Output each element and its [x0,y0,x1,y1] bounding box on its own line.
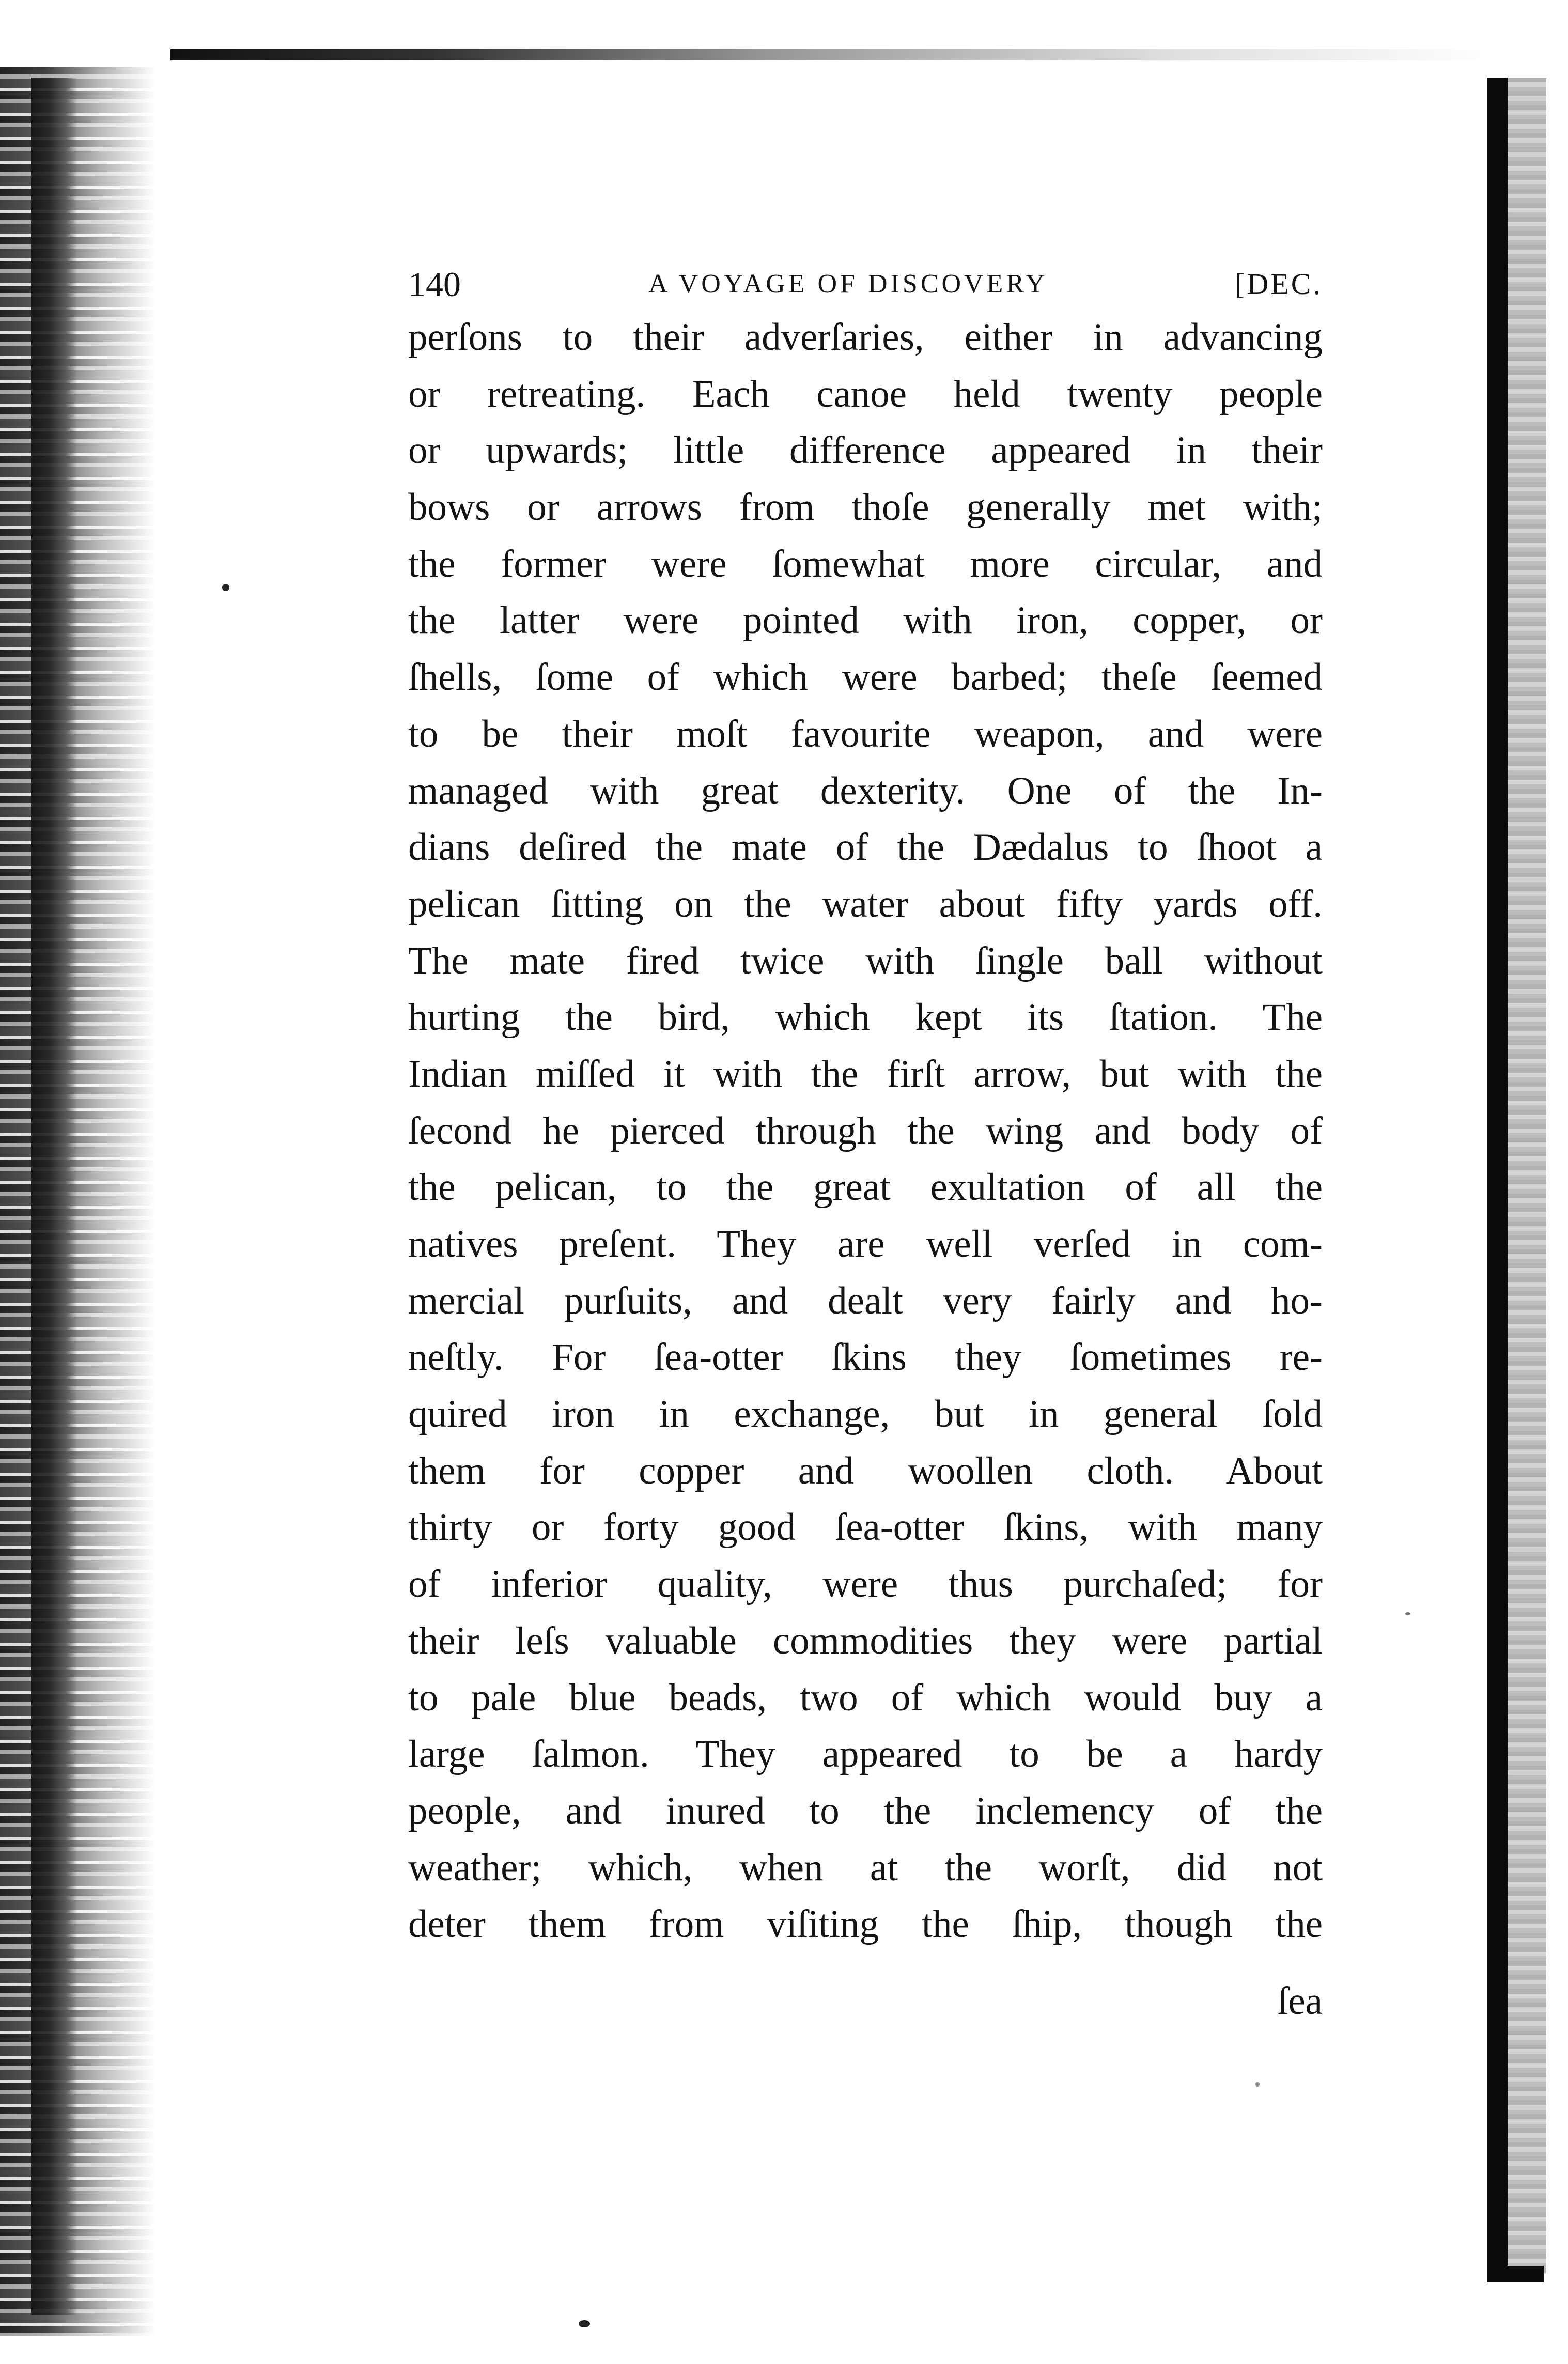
binding-gutter-edge [31,78,77,2315]
text-line: deter them from viſiting the ſhip, though the [408,1903,1323,1946]
text-line: people, and inured to the inclemency of the [408,1789,1323,1832]
running-month: [DEC. [1235,267,1323,301]
text-line: neſtly. For ſea-otter ſkins they ſometimes re- [408,1336,1323,1379]
text-line: ſhells, ſome of which were barbed; theſe ſeemed [408,656,1323,699]
text-line: managed with great dexterity. One of the In- [408,769,1323,812]
text-line: to be their moſt favourite weapon, and were [408,712,1323,755]
text-line: or upwards; little difference appeared in their [408,429,1323,472]
scan-speck [222,584,229,591]
text-line: mercial purſuits, and dealt very fairly and ho- [408,1279,1323,1322]
right-scan-edge-foot [1487,2266,1544,2282]
scan-speck [1255,2082,1260,2087]
right-scan-margin [1508,78,1546,2274]
body-text [408,309,1323,1953]
text-line: thirty or forty good ſea-otter ſkins, with many [408,1506,1323,1549]
text-line: hurting the bird, which kept its ſtation. The [408,996,1323,1039]
text-line: pelican ſitting on the water about fifty yards off. [408,882,1323,925]
top-scan-edge [170,49,1493,60]
running-title: A VOYAGE OF DISCOVERY [648,269,1048,299]
scan-speck [579,2320,590,2327]
text-line: the former were ſomewhat more circular, and [408,542,1323,585]
text-line: or retreating. Each canoe held twenty people [408,372,1323,415]
text-line: ſecond he pierced through the wing and body of [408,1109,1323,1152]
text-line: of inferior quality, were thus purchaſed; for [408,1563,1323,1606]
text-line: the pelican, to the great exultation of all the [408,1166,1323,1209]
running-head [408,253,1323,315]
text-line: quired iron in exchange, but in general ſold [408,1393,1323,1436]
text-line: bows or arrows from thoſe generally met with; [408,486,1323,529]
text-line: Indian miſſed it with the firſt arrow, but with the [408,1052,1323,1095]
binding-gutter-shadow [0,67,155,2336]
page-number: 140 [408,265,461,304]
text-line: the latter were pointed with iron, copper, or [408,599,1323,642]
scan-speck [1405,1612,1410,1615]
text-line: perſons to their adverſaries, either in advancing [408,316,1323,359]
text-line: The mate fired twice with ſingle ball without [408,939,1323,982]
text-line: dians deſired the mate of the Dædalus to ſhoot a [408,826,1323,869]
text-line: weather; which, when at the worſt, did not [408,1846,1323,1889]
text-line: large ſalmon. They appeared to be a hardy [408,1733,1323,1776]
text-line: natives preſent. They are well verſed in com- [408,1223,1323,1265]
right-scan-edge [1487,78,1508,2274]
text-line: them for copper and woollen cloth. About [408,1449,1323,1492]
catchword: ſea [1277,1980,1323,2022]
text-line: to pale blue beads, two of which would buy a [408,1676,1323,1719]
text-line: their leſs valuable commodities they were partial [408,1619,1323,1662]
